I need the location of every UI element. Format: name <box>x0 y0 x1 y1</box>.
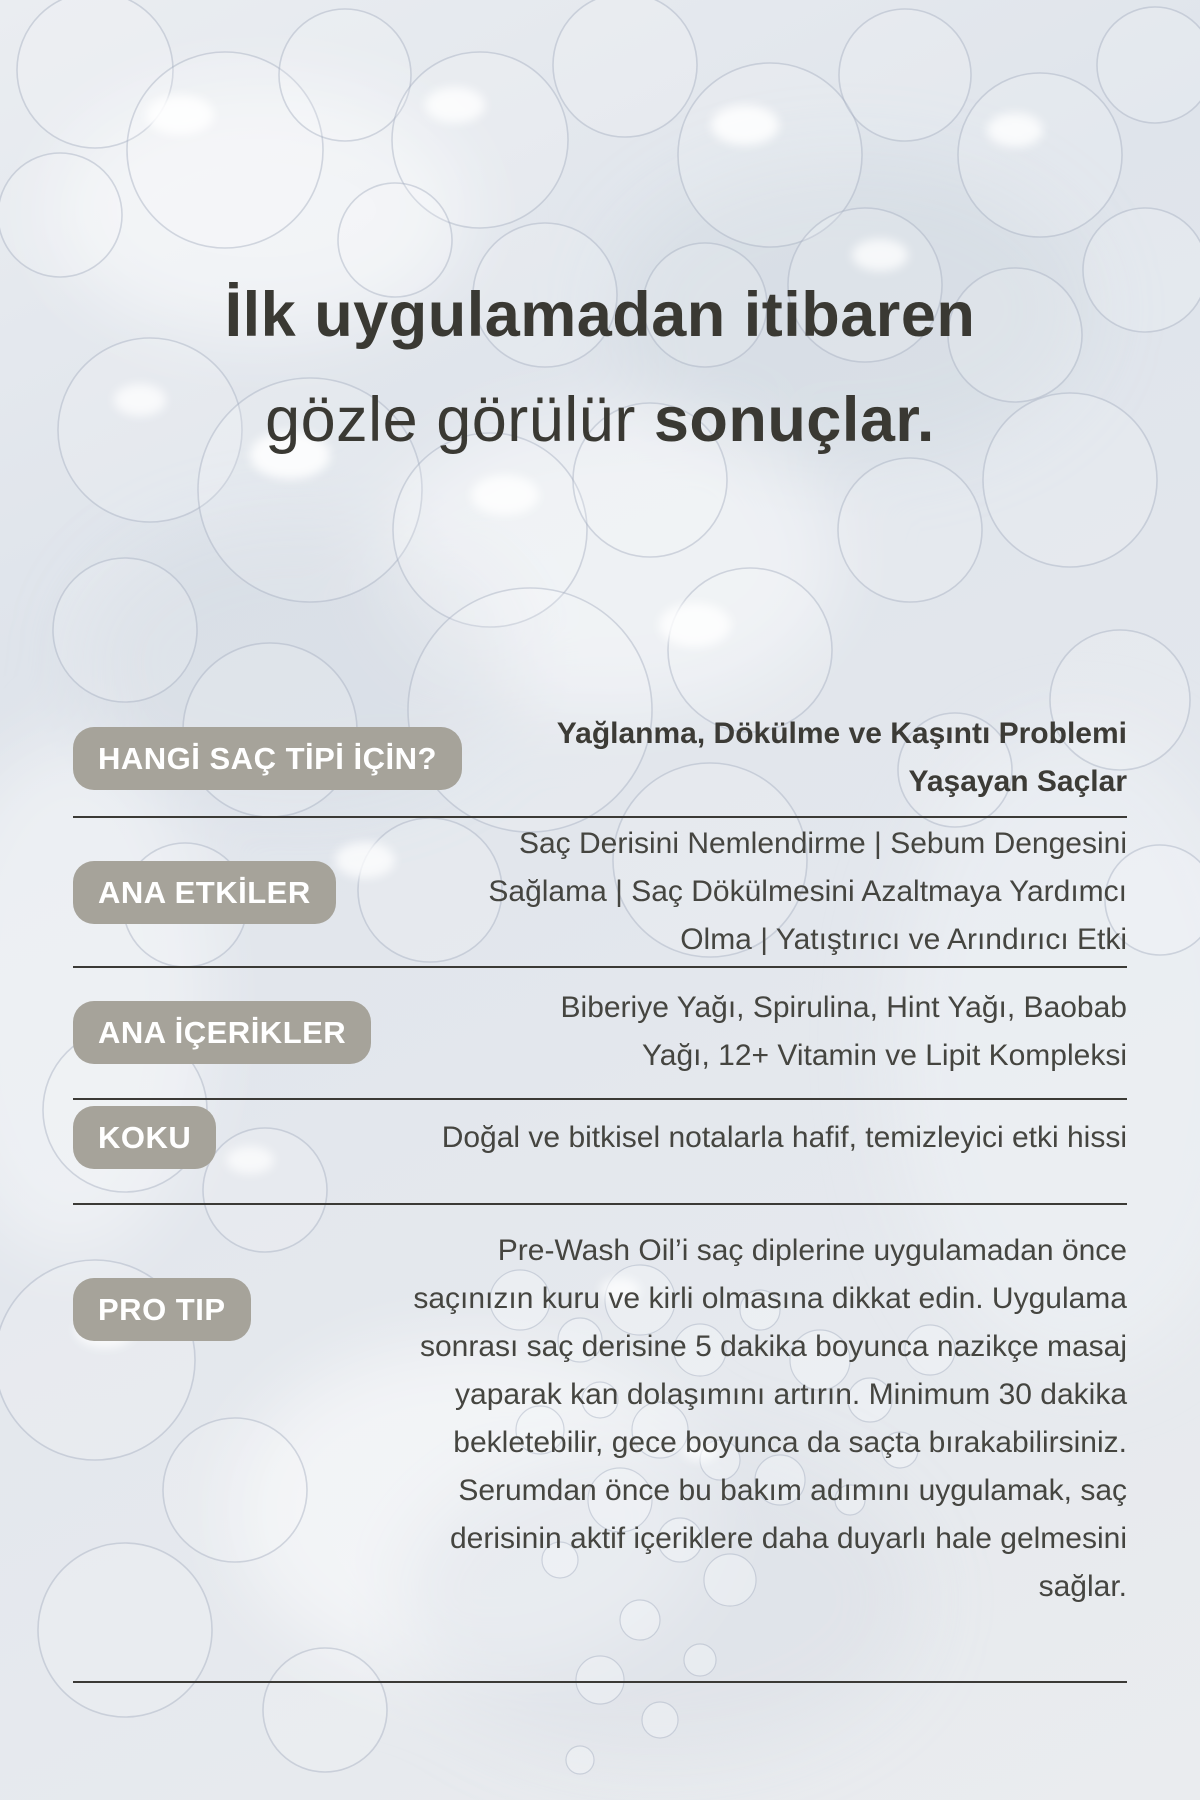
row-scent <box>73 1100 1127 1203</box>
row-value-pro-tip: Pre-Wash Oil’i saç diplerine uygulamadan önce saçınızın kuru ve kirli olmasına dikkat edin. Uygulama sonrası saç derisine 5 dakika boyunca nazikçe masaj yaparak kan dolaşımını artırın. Minimum 30 dakika bekletebilir, gece boyunca da saçta bırakabilirsiniz. Serumdan önce bu bakım adımını uygulamak, saç derisinin aktif içeriklere daha duyarlı hale gelmesini sağlar. <box>413 1234 1127 1603</box>
label-chip-hair-type <box>73 727 462 790</box>
page-title <box>0 279 1200 456</box>
row-hair-type <box>73 700 1127 816</box>
chip-label: ANA İÇERİKLER <box>98 1014 347 1050</box>
row-main-ingredients <box>73 968 1127 1098</box>
row-value-scent: Doğal ve bitkisel notalarla hafif, temizleyici etki hissi <box>441 1120 1127 1154</box>
chip-label: HANGİ SAÇ TİPİ İÇİN? <box>98 740 437 776</box>
label-chip-main-effects <box>73 861 336 924</box>
row-main-effects <box>73 818 1127 966</box>
chip-label: PRO TIP <box>98 1292 226 1327</box>
chip-label: KOKU <box>98 1120 192 1155</box>
title-line1: İlk uygulamadan itibaren <box>224 280 976 350</box>
row-value-main-ingredients: Biberiye Yağı, Spirulina, Hint Yağı, Baobab Yağı, 12+ Vitamin ve Lipit Kompleksi <box>560 991 1127 1072</box>
title-line2-bold: sonuçlar. <box>653 385 935 455</box>
spec-table <box>73 700 1127 1683</box>
title-line2 <box>0 384 1200 456</box>
divider <box>73 1681 1127 1683</box>
row-value-hair-type: Yağlanma, Dökülme ve Kaşıntı Problemi Yaşayan Saçlar <box>556 717 1127 798</box>
label-chip-scent <box>73 1106 216 1169</box>
label-chip-main-ingredients <box>73 1001 371 1064</box>
label-chip-pro-tip <box>73 1278 251 1341</box>
title-line2-regular: gözle görülür <box>265 385 654 455</box>
row-pro-tip <box>73 1205 1127 1681</box>
row-value-main-effects: Saç Derisini Nemlendirme | Sebum Dengesini Sağlama | Saç Dökülmesini Azaltmaya Yardımcı Olma | Yatıştırıcı ve Arındırıcı Etki <box>488 827 1127 956</box>
chip-label: ANA ETKİLER <box>98 874 311 910</box>
